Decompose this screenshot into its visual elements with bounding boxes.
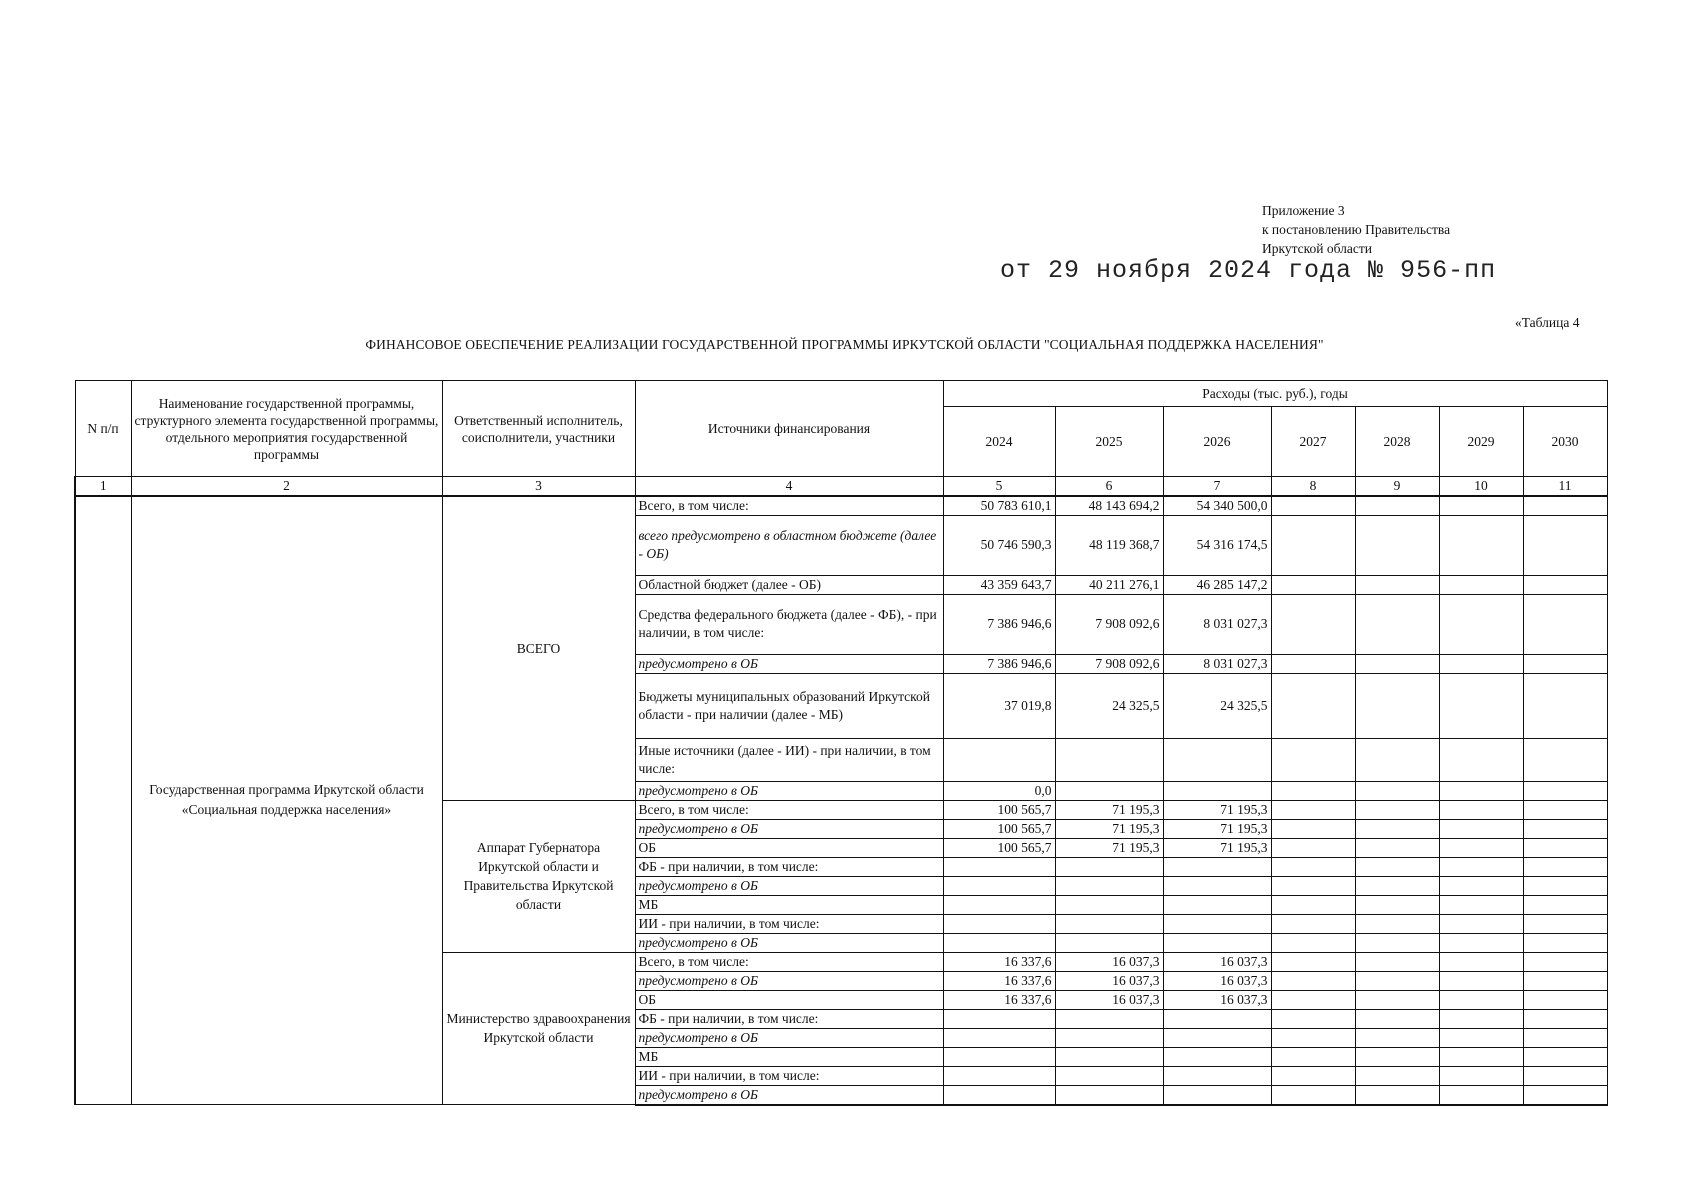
header-year-2025: 2025 — [1055, 407, 1163, 477]
executor-cell: Министерство здравоохранения Иркутской области — [442, 952, 635, 1105]
funding-source-cell: ИИ - при наличии, в том числе: — [635, 1066, 943, 1085]
amount-empty-cell — [1271, 1066, 1355, 1085]
amount-2026-cell — [1163, 1085, 1271, 1105]
amount-2026-cell — [1163, 933, 1271, 952]
amount-2024-cell: 100 565,7 — [943, 838, 1055, 857]
amount-empty-cell — [1439, 838, 1523, 857]
amount-empty-cell — [1271, 933, 1355, 952]
amount-empty-cell — [1355, 819, 1439, 838]
funding-source-cell: предусмотрено в ОБ — [635, 1085, 943, 1105]
amount-empty-cell — [1523, 952, 1607, 971]
amount-2024-cell — [943, 933, 1055, 952]
amount-2026-cell — [1163, 895, 1271, 914]
amount-empty-cell — [1355, 654, 1439, 673]
amount-2026-cell — [1163, 1028, 1271, 1047]
funding-source-cell: Бюджеты муниципальных образований Иркутской области - при наличии (далее - МБ) — [635, 673, 943, 738]
amount-2024-cell — [943, 1047, 1055, 1066]
amount-empty-cell — [1523, 933, 1607, 952]
amount-empty-cell — [1523, 895, 1607, 914]
funding-source-cell: всего предусмотрено в областном бюджете (далее - ОБ) — [635, 515, 943, 575]
amount-2025-cell: 16 037,3 — [1055, 990, 1163, 1009]
amount-2026-cell: 16 037,3 — [1163, 952, 1271, 971]
amount-2026-cell: 46 285 147,2 — [1163, 575, 1271, 594]
amount-empty-cell — [1523, 990, 1607, 1009]
amount-2024-cell: 16 337,6 — [943, 971, 1055, 990]
amount-2025-cell — [1055, 876, 1163, 895]
amount-2024-cell — [943, 876, 1055, 895]
executor-cell: Аппарат Губернатора Иркутской области и Правительства Иркутской области — [442, 800, 635, 952]
amount-2025-cell: 48 143 694,2 — [1055, 496, 1163, 516]
amount-empty-cell — [1271, 990, 1355, 1009]
amount-empty-cell — [1523, 971, 1607, 990]
amount-empty-cell — [1355, 1047, 1439, 1066]
column-number: 6 — [1055, 477, 1163, 496]
column-number: 4 — [635, 477, 943, 496]
amount-empty-cell — [1271, 1009, 1355, 1028]
amount-empty-cell — [1271, 838, 1355, 857]
amount-2024-cell: 100 565,7 — [943, 819, 1055, 838]
approval-block — [1262, 201, 1450, 258]
amount-2026-cell — [1163, 1009, 1271, 1028]
amount-empty-cell — [1271, 673, 1355, 738]
header-year-2030: 2030 — [1523, 407, 1607, 477]
amount-empty-cell — [1439, 654, 1523, 673]
header-expenses: Расходы (тыс. руб.), годы — [943, 381, 1607, 407]
amount-empty-cell — [1271, 952, 1355, 971]
column-numbers-row — [75, 477, 1607, 496]
program-number-cell — [75, 496, 131, 1105]
amount-empty-cell — [1439, 594, 1523, 654]
amount-empty-cell — [1439, 1028, 1523, 1047]
amount-2025-cell — [1055, 1085, 1163, 1105]
amount-empty-cell — [1439, 1009, 1523, 1028]
amount-empty-cell — [1439, 971, 1523, 990]
amount-2024-cell: 37 019,8 — [943, 673, 1055, 738]
amount-2025-cell: 40 211 276,1 — [1055, 575, 1163, 594]
funding-source-cell: предусмотрено в ОБ — [635, 781, 943, 800]
amount-2025-cell: 7 908 092,6 — [1055, 654, 1163, 673]
amount-empty-cell — [1271, 515, 1355, 575]
amount-2026-cell — [1163, 738, 1271, 781]
funding-source-cell: МБ — [635, 1047, 943, 1066]
amount-2026-cell — [1163, 781, 1271, 800]
funding-source-cell: предусмотрено в ОБ — [635, 654, 943, 673]
amount-empty-cell — [1523, 738, 1607, 781]
amount-empty-cell — [1439, 876, 1523, 895]
amount-2024-cell: 0,0 — [943, 781, 1055, 800]
amount-empty-cell — [1439, 819, 1523, 838]
amount-empty-cell — [1271, 654, 1355, 673]
amount-empty-cell — [1439, 673, 1523, 738]
amount-empty-cell — [1523, 496, 1607, 516]
amount-2026-cell: 54 340 500,0 — [1163, 496, 1271, 516]
amount-empty-cell — [1439, 990, 1523, 1009]
amount-empty-cell — [1271, 857, 1355, 876]
amount-2024-cell — [943, 914, 1055, 933]
funding-source-cell: ИИ - при наличии, в том числе: — [635, 914, 943, 933]
funding-source-cell: предусмотрено в ОБ — [635, 971, 943, 990]
amount-2026-cell: 8 031 027,3 — [1163, 654, 1271, 673]
amount-empty-cell — [1271, 800, 1355, 819]
amount-2026-cell: 71 195,3 — [1163, 800, 1271, 819]
amount-empty-cell — [1523, 914, 1607, 933]
amount-empty-cell — [1439, 1085, 1523, 1105]
amount-2025-cell: 16 037,3 — [1055, 952, 1163, 971]
amount-empty-cell — [1271, 1085, 1355, 1105]
amount-empty-cell — [1355, 496, 1439, 516]
amount-empty-cell — [1271, 496, 1355, 516]
funding-source-cell: Всего, в том числе: — [635, 496, 943, 516]
amount-empty-cell — [1271, 575, 1355, 594]
funding-source-cell: МБ — [635, 895, 943, 914]
amount-empty-cell — [1523, 654, 1607, 673]
approval-line-2: к постановлению Правительства — [1262, 222, 1451, 237]
amount-2026-cell — [1163, 876, 1271, 895]
amount-2025-cell — [1055, 781, 1163, 800]
amount-2026-cell — [1163, 914, 1271, 933]
funding-source-cell: предусмотрено в ОБ — [635, 1028, 943, 1047]
decree-stamp: от 29 ноября 2024 года № 956-пп — [1000, 256, 1497, 285]
amount-empty-cell — [1439, 515, 1523, 575]
funding-source-cell: предусмотрено в ОБ — [635, 933, 943, 952]
amount-2025-cell — [1055, 738, 1163, 781]
amount-empty-cell — [1523, 1028, 1607, 1047]
amount-empty-cell — [1355, 876, 1439, 895]
funding-source-cell: Иные источники (далее - ИИ) - при наличии, в том числе: — [635, 738, 943, 781]
amount-2026-cell: 16 037,3 — [1163, 990, 1271, 1009]
amount-2024-cell: 7 386 946,6 — [943, 594, 1055, 654]
amount-empty-cell — [1355, 933, 1439, 952]
funding-source-cell: предусмотрено в ОБ — [635, 876, 943, 895]
amount-2024-cell — [943, 895, 1055, 914]
funding-source-cell: Средства федерального бюджета (далее - ФБ), - при наличии, в том числе: — [635, 594, 943, 654]
column-number: 3 — [442, 477, 635, 496]
amount-2026-cell — [1163, 1047, 1271, 1066]
amount-2024-cell: 43 359 643,7 — [943, 575, 1055, 594]
amount-empty-cell — [1355, 895, 1439, 914]
amount-2026-cell: 71 195,3 — [1163, 838, 1271, 857]
financing-table — [74, 380, 1608, 1106]
amount-empty-cell — [1271, 876, 1355, 895]
amount-empty-cell — [1355, 738, 1439, 781]
amount-empty-cell — [1271, 819, 1355, 838]
header-year-2027: 2027 — [1271, 407, 1355, 477]
header-year-2026: 2026 — [1163, 407, 1271, 477]
amount-2024-cell: 50 783 610,1 — [943, 496, 1055, 516]
amount-empty-cell — [1523, 1085, 1607, 1105]
funding-source-cell: предусмотрено в ОБ — [635, 819, 943, 838]
amount-empty-cell — [1355, 971, 1439, 990]
amount-2026-cell: 8 031 027,3 — [1163, 594, 1271, 654]
amount-empty-cell — [1355, 800, 1439, 819]
amount-empty-cell — [1523, 819, 1607, 838]
amount-empty-cell — [1355, 952, 1439, 971]
amount-2024-cell — [943, 1009, 1055, 1028]
amount-2025-cell — [1055, 1028, 1163, 1047]
amount-empty-cell — [1271, 738, 1355, 781]
amount-empty-cell — [1355, 838, 1439, 857]
header-year-2029: 2029 — [1439, 407, 1523, 477]
amount-empty-cell — [1523, 594, 1607, 654]
funding-source-cell: Всего, в том числе: — [635, 800, 943, 819]
amount-empty-cell — [1355, 1009, 1439, 1028]
amount-empty-cell — [1439, 781, 1523, 800]
amount-empty-cell — [1271, 781, 1355, 800]
amount-empty-cell — [1355, 914, 1439, 933]
amount-2025-cell — [1055, 914, 1163, 933]
amount-empty-cell — [1439, 800, 1523, 819]
amount-empty-cell — [1523, 876, 1607, 895]
amount-empty-cell — [1523, 515, 1607, 575]
amount-2026-cell: 54 316 174,5 — [1163, 515, 1271, 575]
approval-line-3: Иркутской области — [1262, 241, 1373, 256]
amount-2024-cell — [943, 1085, 1055, 1105]
amount-2026-cell: 16 037,3 — [1163, 971, 1271, 990]
amount-2025-cell — [1055, 857, 1163, 876]
amount-2026-cell — [1163, 857, 1271, 876]
amount-2024-cell — [943, 1066, 1055, 1085]
amount-2025-cell — [1055, 1009, 1163, 1028]
amount-empty-cell — [1439, 933, 1523, 952]
amount-empty-cell — [1523, 575, 1607, 594]
amount-empty-cell — [1523, 1047, 1607, 1066]
amount-empty-cell — [1523, 1009, 1607, 1028]
executor-cell: ВСЕГО — [442, 496, 635, 801]
column-number: 11 — [1523, 477, 1607, 496]
amount-2025-cell: 7 908 092,6 — [1055, 594, 1163, 654]
amount-2024-cell: 100 565,7 — [943, 800, 1055, 819]
header-name: Наименование государственной программы, структурного элемента государственной программы, отдельного мероприятия государственной программы — [131, 381, 442, 477]
amount-empty-cell — [1355, 515, 1439, 575]
amount-empty-cell — [1523, 800, 1607, 819]
amount-2025-cell: 48 119 368,7 — [1055, 515, 1163, 575]
amount-empty-cell — [1355, 673, 1439, 738]
amount-empty-cell — [1439, 575, 1523, 594]
amount-2026-cell — [1163, 1066, 1271, 1085]
amount-2025-cell — [1055, 1066, 1163, 1085]
amount-empty-cell — [1439, 857, 1523, 876]
approval-line-1: Приложение 3 — [1262, 203, 1345, 218]
amount-2024-cell — [943, 857, 1055, 876]
header-executor: Ответственный исполнитель, соисполнители, участники — [442, 381, 635, 477]
amount-2026-cell: 24 325,5 — [1163, 673, 1271, 738]
amount-empty-cell — [1355, 594, 1439, 654]
amount-empty-cell — [1355, 575, 1439, 594]
table-body — [75, 496, 1607, 1105]
funding-source-cell: ФБ - при наличии, в том числе: — [635, 857, 943, 876]
amount-empty-cell — [1439, 1047, 1523, 1066]
header-year-2028: 2028 — [1355, 407, 1439, 477]
amount-2024-cell — [943, 1028, 1055, 1047]
amount-empty-cell — [1355, 781, 1439, 800]
amount-empty-cell — [1271, 594, 1355, 654]
column-number: 5 — [943, 477, 1055, 496]
header-sources: Источники финансирования — [635, 381, 943, 477]
funding-source-cell: ОБ — [635, 838, 943, 857]
column-number: 9 — [1355, 477, 1439, 496]
amount-empty-cell — [1355, 1066, 1439, 1085]
amount-2025-cell: 16 037,3 — [1055, 971, 1163, 990]
amount-empty-cell — [1271, 1028, 1355, 1047]
amount-empty-cell — [1355, 1085, 1439, 1105]
funding-source-cell: Всего, в том числе: — [635, 952, 943, 971]
amount-2025-cell — [1055, 1047, 1163, 1066]
column-number: 10 — [1439, 477, 1523, 496]
amount-empty-cell — [1523, 781, 1607, 800]
amount-2024-cell: 16 337,6 — [943, 990, 1055, 1009]
amount-2024-cell — [943, 738, 1055, 781]
amount-empty-cell — [1439, 738, 1523, 781]
funding-source-cell: Областной бюджет (далее - ОБ) — [635, 575, 943, 594]
table-label: «Таблица 4 — [1515, 315, 1580, 330]
amount-2025-cell: 71 195,3 — [1055, 819, 1163, 838]
amount-empty-cell — [1271, 971, 1355, 990]
header-num: N п/п — [75, 381, 131, 477]
amount-2026-cell: 71 195,3 — [1163, 819, 1271, 838]
amount-2025-cell: 71 195,3 — [1055, 800, 1163, 819]
amount-empty-cell — [1355, 1028, 1439, 1047]
amount-empty-cell — [1271, 1047, 1355, 1066]
amount-2024-cell: 16 337,6 — [943, 952, 1055, 971]
amount-empty-cell — [1523, 1066, 1607, 1085]
amount-2025-cell: 71 195,3 — [1055, 838, 1163, 857]
amount-2025-cell: 24 325,5 — [1055, 673, 1163, 738]
column-number: 8 — [1271, 477, 1355, 496]
amount-empty-cell — [1439, 1066, 1523, 1085]
table-row — [75, 496, 1607, 516]
column-number: 1 — [75, 477, 131, 496]
program-name-cell: Государственная программа Иркутской области «Социальная поддержка населения» — [131, 496, 442, 1105]
header-year-2024: 2024 — [943, 407, 1055, 477]
amount-2024-cell: 7 386 946,6 — [943, 654, 1055, 673]
amount-empty-cell — [1523, 673, 1607, 738]
amount-empty-cell — [1439, 496, 1523, 516]
document-title — [0, 337, 1697, 353]
amount-2025-cell — [1055, 895, 1163, 914]
amount-empty-cell — [1523, 857, 1607, 876]
column-number: 2 — [131, 477, 442, 496]
column-number: 7 — [1163, 477, 1271, 496]
amount-empty-cell — [1523, 838, 1607, 857]
document-title-text: ФИНАНСОВОЕ ОБЕСПЕЧЕНИЕ РЕАЛИЗАЦИИ ГОСУДАРСТВЕННОЙ ПРОГРАММЫ ИРКУТСКОЙ ОБЛАСТИ "СОЦИАЛЬНАЯ ПОДДЕРЖКА НАСЕЛЕНИЯ" — [365, 337, 1324, 352]
amount-empty-cell — [1439, 895, 1523, 914]
amount-empty-cell — [1355, 990, 1439, 1009]
amount-empty-cell — [1439, 914, 1523, 933]
funding-source-cell: ФБ - при наличии, в том числе: — [635, 1009, 943, 1028]
amount-empty-cell — [1271, 914, 1355, 933]
amount-empty-cell — [1439, 952, 1523, 971]
funding-source-cell: ОБ — [635, 990, 943, 1009]
amount-empty-cell — [1271, 895, 1355, 914]
amount-2025-cell — [1055, 933, 1163, 952]
amount-2024-cell: 50 746 590,3 — [943, 515, 1055, 575]
amount-empty-cell — [1355, 857, 1439, 876]
